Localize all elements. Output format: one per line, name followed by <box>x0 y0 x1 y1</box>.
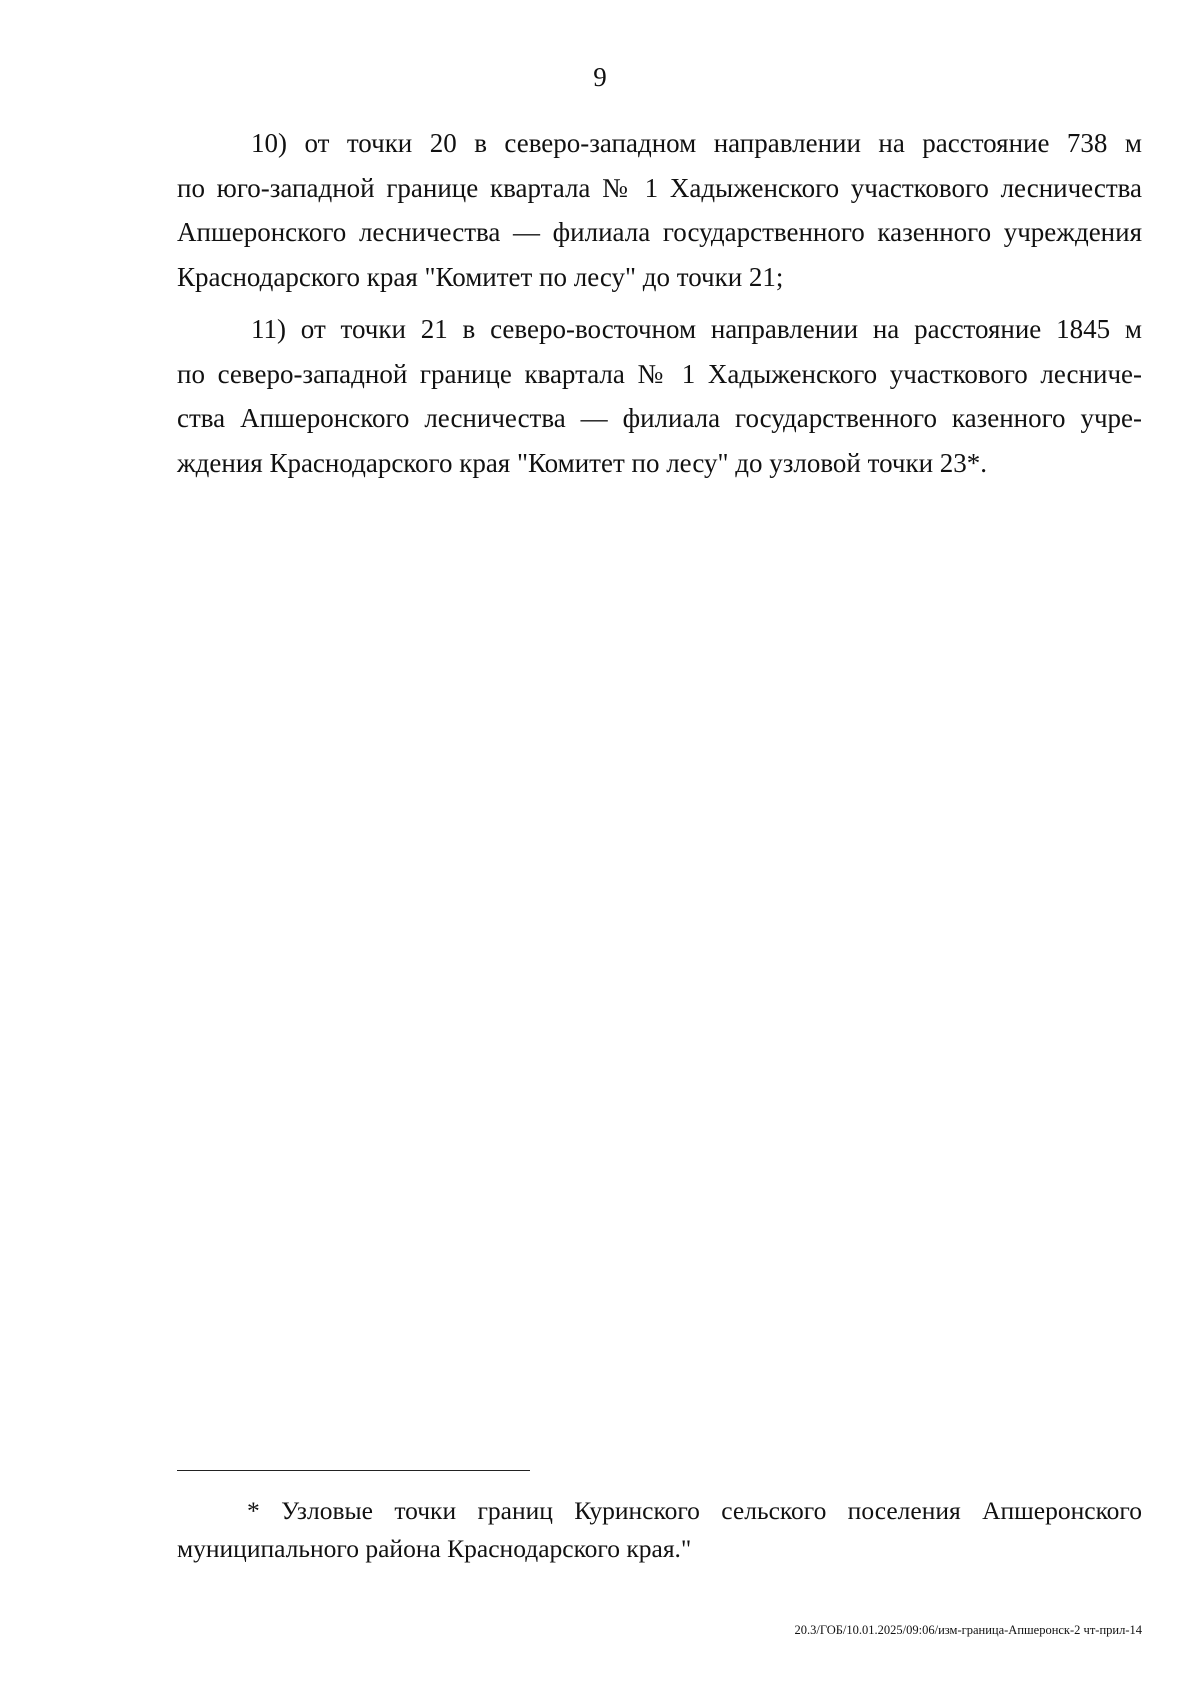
footnote <box>177 1492 1142 1568</box>
page-number: 9 <box>593 62 607 92</box>
footnote-line-1: * Узловые точки границ Куринского сельского поселения Апшеронского <box>247 1496 1142 1525</box>
clause-11-line-1: 11) от точки 21 в северо-восточном направлении на расстояние 1845 м <box>251 314 1142 344</box>
clause-10 <box>177 121 1142 299</box>
document-body <box>177 121 1142 485</box>
footnote-separator <box>177 1470 530 1471</box>
clause-10-line-4: Краснодарского края "Комитет по лесу" до точки 21; <box>177 261 784 292</box>
document-reference: 20.3/ГОБ/10.01.2025/09:06/изм-граница-Апшеронск-2 чт-прил-14 <box>794 1623 1142 1637</box>
clause-10-line-2: по юго-западной границе квартала № 1 Хадыженского участкового лесничества <box>177 172 1142 203</box>
clause-11 <box>177 307 1142 485</box>
clause-10-line-1: 10) от точки 20 в северо-западном направлении на расстояние 738 м <box>251 128 1142 158</box>
clause-11-line-4: ждения Краснодарского края "Комитет по лесу" до узловой точки 23*. <box>177 447 988 478</box>
clause-11-line-3: ства Апшеронского лесничества — филиала государственного казенного учре- <box>177 403 1142 433</box>
clause-11-line-2: по северо-западной границе квартала № 1 Хадыженского участкового лесниче- <box>177 358 1142 389</box>
footnote-line-2: муниципального района Краснодарского края." <box>177 1534 692 1563</box>
clause-10-line-3: Апшеронского лесничества — филиала государственного казенного учреждения <box>177 217 1142 247</box>
